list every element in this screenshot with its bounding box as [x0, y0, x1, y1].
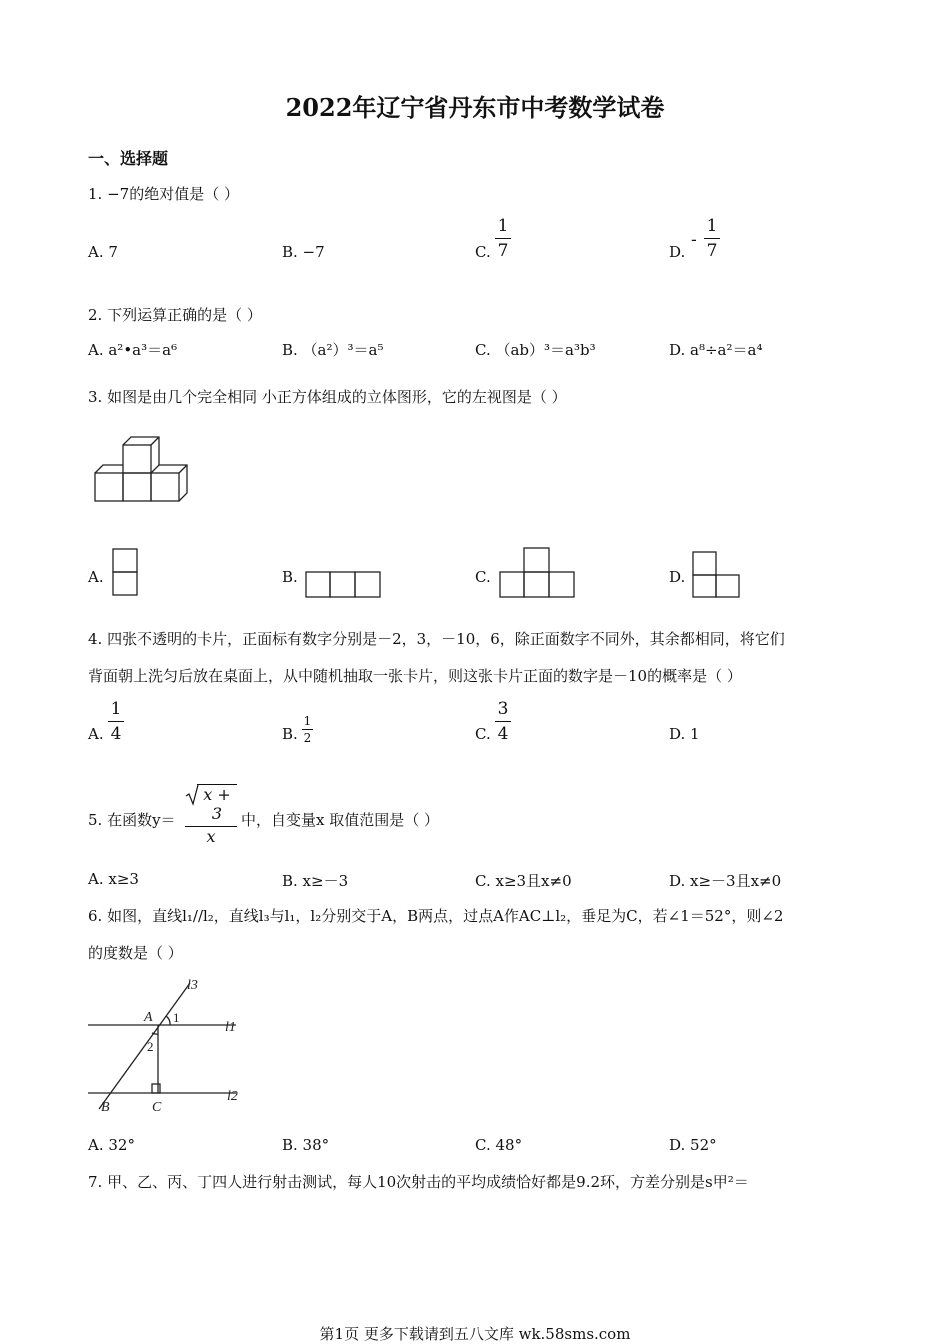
section-heading: 一、选择题: [88, 149, 169, 168]
q4-option-b-fraction: [302, 714, 313, 745]
q6-option-c: C. 48°: [475, 1136, 523, 1154]
q2-option-a: A. a²•a³＝a⁶: [88, 341, 178, 359]
q1-option-c-label: C.: [475, 243, 491, 261]
q4-option-c-fraction: [495, 699, 511, 744]
page-title: 2022年辽宁省丹东市中考数学试卷: [285, 93, 665, 122]
question-2-stem: 2. 下列运算正确的是（ ）: [88, 306, 262, 324]
q5-option-b: B. x≥－3: [282, 872, 349, 890]
q4-option-a-fraction: [108, 699, 124, 744]
question-3-stem: 3. 如图是由几个完全相同 小正方体组成的立体图形，它的左视图是（ ）: [88, 388, 567, 406]
q2-option-d: D. a⁸÷a²＝a⁴: [669, 341, 763, 359]
q6-option-a: A. 32°: [88, 1136, 135, 1154]
q4-option-c-label: C.: [475, 725, 491, 743]
q3-option-a-figure: [112, 548, 138, 596]
fraction-numerator: 3: [497, 699, 509, 719]
q1-option-d-sign: -: [691, 230, 697, 250]
question-4-stem-line-2: 背面朝上洗匀后放在桌面上，从中随机抽取一张卡片，则这张卡片正面的数字是－10的概率是（ ）: [88, 667, 742, 685]
q5-denominator: x: [206, 827, 216, 846]
q5-option-d: D. x≥－3且x≠0: [669, 872, 782, 890]
fig-label-c: C: [152, 1100, 162, 1115]
fig-label-l2: l2: [227, 1089, 238, 1104]
q3-option-b-figure: [305, 571, 381, 598]
fraction-numerator: 1: [497, 216, 509, 236]
q5-function-fraction: [185, 784, 237, 846]
fraction-denominator: 7: [497, 241, 509, 261]
q1-option-d-fraction: [704, 216, 720, 261]
fraction-numerator: 1: [706, 216, 718, 236]
question-5-stem-pre: 5. 在函数y＝: [88, 811, 176, 829]
q6-option-d: D. 52°: [669, 1136, 717, 1154]
fig-label-l3: l3: [187, 978, 198, 993]
fraction-numerator: 1: [110, 699, 122, 719]
fig-label-l1: l1: [225, 1020, 236, 1035]
q1-option-a: A. 7: [88, 243, 118, 261]
q3-option-c-label: C.: [475, 568, 491, 586]
fraction-denominator: 7: [706, 241, 718, 261]
question-1-stem: 1. −7的绝对值是（ ）: [88, 185, 239, 203]
q4-option-b-label: B.: [282, 725, 298, 743]
fig-angle-1: 1: [173, 1010, 180, 1025]
question-6-stem-line-1: 6. 如图，直线l₁//l₂，直线l₃与l₁，l₂分别交于A，B两点，过点A作AC⊥l₂，垂足为C，若∠1＝52°，则∠2: [88, 907, 784, 925]
question-7-stem: 7. 甲、乙、丙、丁四人进行射击测试，每人10次射击的平均成绩恰好都是9.2环，方差分别是s甲²＝: [88, 1173, 749, 1191]
question-4-stem-line-1: 4. 四张不透明的卡片，正面标有数字分别是－2，3，－10，6，除正面数字不同外，其余都相同，将它们: [88, 630, 785, 648]
q3-option-a-label: A.: [88, 568, 104, 586]
question-5-stem-post: 中，自变量x 取值范围是（ ）: [241, 811, 439, 829]
q6-option-b: B. 38°: [282, 1136, 330, 1154]
q2-option-c: C. （ab）³＝a³b³: [475, 341, 596, 359]
q1-option-b: B. −7: [282, 243, 325, 261]
q2-option-b: B. （a²）³＝a⁵: [282, 341, 384, 359]
fraction-denominator: 4: [110, 724, 122, 744]
q1-option-d-label: D.: [669, 243, 686, 261]
fraction-denominator: 2: [303, 731, 312, 745]
page-footer: 第1页 更多下载请到五八文库 wk.58sms.com: [319, 1325, 631, 1343]
fig-label-a: A: [144, 1010, 153, 1025]
q1-option-c-fraction: [495, 216, 511, 261]
q4-option-a-label: A.: [88, 725, 104, 743]
q4-option-d: D. 1: [669, 725, 700, 743]
fig-angle-2: 2: [147, 1039, 154, 1054]
q3-cube-figure: [92, 436, 192, 502]
q3-option-b-label: B.: [282, 568, 298, 586]
q5-option-a: A. x≥3: [88, 870, 139, 888]
question-6-stem-line-2: 的度数是（ ）: [88, 944, 183, 962]
fraction-numerator: 1: [303, 714, 312, 728]
q6-geometry-figure: [86, 975, 256, 1115]
q5-option-c: C. x≥3且x≠0: [475, 872, 572, 890]
q3-option-d-label: D.: [669, 568, 686, 586]
q3-option-c-figure: [499, 547, 575, 598]
fig-label-b: B: [101, 1100, 110, 1115]
fraction-denominator: 4: [497, 724, 509, 744]
q3-option-d-figure: [692, 551, 740, 598]
q5-numerator: x + 3: [197, 784, 237, 823]
